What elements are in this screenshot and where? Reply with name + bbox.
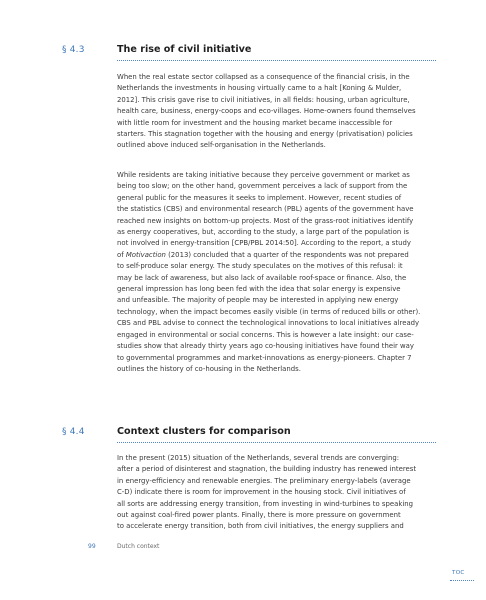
text-line: outlined above induced self-organisation in the Netherlands. (117, 141, 326, 150)
text-line: studies show that already thirty years ago co-housing initiatives have found their way (117, 342, 414, 351)
text-line: starters. This stagnation together with the housing and energy (privatisation) policies (117, 130, 413, 139)
section-title: The rise of civil initiative (117, 44, 252, 55)
text-line: to self-produce solar energy. The study speculates on the motives of this refusal: it (117, 262, 403, 271)
text-line: general public for the measures it seeks to implement. However, recent studies of (117, 193, 402, 202)
text-line: in energy-efficiency and renewable energies. The preliminary energy-labels (average (117, 476, 411, 485)
heading-divider (117, 60, 436, 61)
text-line: general impression has long been fed with the idea that solar energy is expensive (117, 285, 401, 294)
text-line: reached new insights on bottom-up projects. Most of the grass-root initiatives identify (117, 216, 414, 225)
text-line: engaged in environmental or social concerns. This is however a late insight: our case- (117, 330, 414, 339)
toc-link[interactable]: TOC (452, 570, 465, 576)
text-line: being too slow; on the other hand, government perceives a lack of support from the (117, 182, 408, 191)
text-line: all sorts are addressing energy transition, from investing in wind-turbines to speaking (117, 499, 413, 508)
text-line: technology, when the impact becomes easily visible (in terms of reduced bills or other). (117, 307, 421, 316)
text-line: after a period of disinterest and stagnation, the building industry has renewed interest (117, 465, 417, 474)
paragraph (117, 170, 435, 375)
text-line: While residents are taking initiative because they perceive government or market as (117, 171, 410, 179)
text-line: as energy cooperatives, but, according to the study, a large part of the population is (117, 228, 409, 237)
text-line: outlines the history of co-housing in the Netherlands. (117, 364, 301, 373)
text-line: C-D) indicate there is room for improvement in the housing stock. Civil initiatives of (117, 488, 406, 497)
text-line: to accelerate energy transition, both from civil initiatives, the energy suppliers and (117, 522, 404, 531)
text-line: health care, business, energy-coops and eco-villages. Home-owners found themselves (117, 107, 416, 116)
text-line: of Motivaction (2013) concluded that a quarter of the respondents was not prepared (117, 250, 409, 259)
text-line: and unfeasible. The majority of people may be interested in applying new energy (117, 296, 399, 305)
text-line: may be lack of awareness, but also lack of available roof-space or finance. Also, the (117, 273, 407, 282)
italic-term: Motivaction (125, 250, 166, 259)
section-number: § 4.4 (62, 427, 85, 437)
text-line: Netherlands the investments in housing virtually came to a halt [Koning & Mulder, (117, 84, 402, 93)
section-title: Context clusters for comparison (117, 426, 291, 437)
section-number: § 4.3 (62, 45, 85, 55)
text-line: In the present (2015) situation of the Netherlands, several trends are converging: (117, 454, 400, 462)
text-line: not involved in energy-transition [CPB/PBL 2014:50]. According to the report, a study (117, 239, 411, 248)
page-number: 99 (88, 543, 96, 550)
toc-underline (450, 580, 474, 581)
paragraph (117, 453, 435, 533)
heading-divider (117, 442, 436, 443)
text-line: 2012]. This crisis gave rise to civil initiatives, in all fields: housing, urban agriculture, (117, 95, 410, 104)
text-line: When the real estate sector collapsed as a consequence of the financial crisis, in the (117, 73, 410, 81)
text-line: out against coal-fired power plants. Finally, there is more pressure on government (117, 511, 401, 520)
text-line: the statistics (CBS) and environmental research (PBL) agents of the government have (117, 205, 414, 214)
text-line: to governmental programmes and market-innovations as energy-pioneers. Chapter 7 (117, 353, 412, 362)
text-line: with little room for investment and the housing market became inaccessible for (117, 118, 393, 127)
paragraph (117, 72, 435, 152)
running-footer-title: Dutch context (117, 543, 160, 550)
text-line: CBS and PBL advise to connect the technological innovations to local initiatives already (117, 319, 420, 328)
